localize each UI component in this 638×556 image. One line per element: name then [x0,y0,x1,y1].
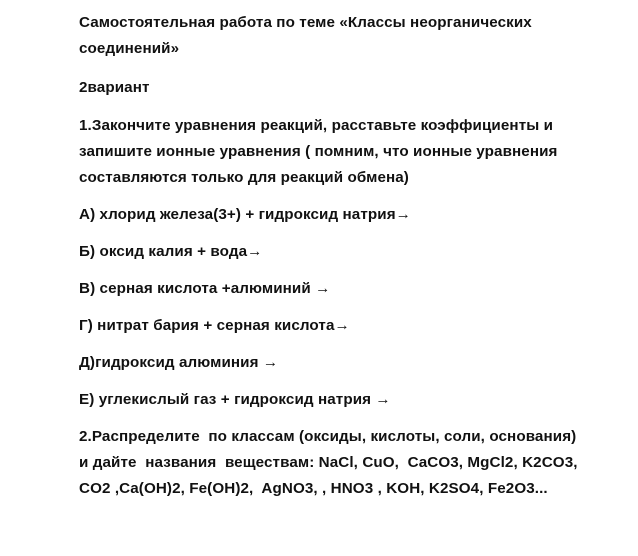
task2-line-1: 2.Распределите по классам (оксиды, кислоты, соли, основания) [79,428,577,445]
task1-line-2: запишите ионные уравнения ( помним, что ионные уравнения [79,143,558,160]
task1-line-3: составляются только для реакций обмена) [79,169,409,186]
task1-line-1: 1.Закончите уравнения реакций, расставьте коэффициенты и [79,117,554,134]
reaction-a: А) хлорид железа(3+) + гидроксид натрия→ [79,206,411,223]
task2-line-3: CO2 ,Ca(OH)2, Fe(OH)2, AgNO3, , HNO3 , KOH, K2SO4, Fe2O3... [79,480,548,497]
reaction-d: Д)гидроксид алюминия → [79,354,279,371]
title-line-2: соединений» [79,40,180,57]
variant-label: 2вариант [79,79,150,96]
reaction-e: Е) углекислый газ + гидроксид натрия → [79,391,391,408]
task2-line-2: и дайте названия веществам: NaCl, CuO, CaCO3, MgCl2, K2CO3, [79,454,578,471]
reaction-v: В) серная кислота +алюминий → [79,280,331,297]
reaction-g: Г) нитрат бария + серная кислота→ [79,317,350,334]
title-line-1: Самостоятельная работа по теме «Классы неорганических [79,14,532,31]
reaction-b: Б) оксид калия + вода→ [79,243,263,260]
